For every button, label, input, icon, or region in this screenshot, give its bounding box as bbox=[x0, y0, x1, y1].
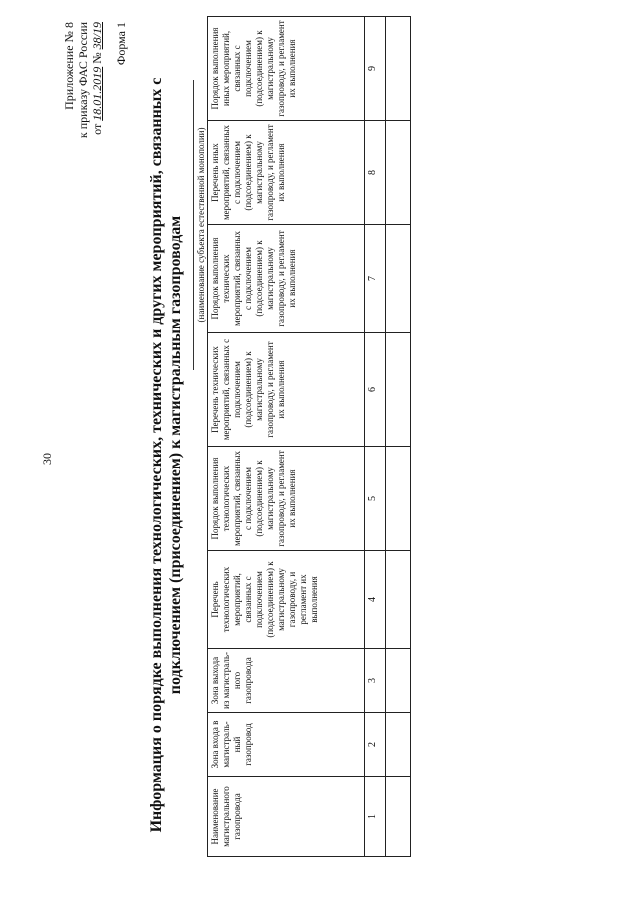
empty-cell bbox=[386, 777, 411, 857]
form-label: Форма 1 bbox=[114, 22, 128, 66]
column-number: 1 bbox=[365, 777, 386, 857]
empty-data-row bbox=[386, 17, 411, 857]
order-date: 18.01.2019 bbox=[90, 66, 104, 121]
header-cell: Перечень иных мероприятий, связанных с подключением (подсоединением) к магистральному газопроводу, и регламент их выполнения bbox=[208, 121, 365, 225]
header-cell: Порядок выполнения технологических мероприятий, связанных с подключением (подсоединением) к магистральному газопроводу, и регламент их выполнения bbox=[208, 447, 365, 551]
document-title-line-2: подключением (присоединением) к магистральным газопроводам bbox=[167, 215, 184, 695]
column-number: 4 bbox=[365, 551, 386, 649]
empty-cell bbox=[386, 225, 411, 333]
header-cell: Порядок выполнения иных мероприятий, связанных с подключением (подсоединением) к магистральному газопроводу, и регламент их выполнения bbox=[208, 17, 365, 121]
header-cell: Порядок выполнения технических мероприятий, связанных с подключением (подсоединением) к магистральному газопроводу, и регламент их выполнения bbox=[208, 225, 365, 333]
column-number: 2 bbox=[365, 713, 386, 777]
empty-cell bbox=[386, 447, 411, 551]
order-number: 38/19 bbox=[90, 22, 104, 50]
appendix-block bbox=[62, 22, 104, 138]
header-row bbox=[208, 17, 365, 857]
column-number: 6 bbox=[365, 333, 386, 447]
appendix-line-2: к приказу ФАС России bbox=[76, 22, 90, 139]
column-number: 9 bbox=[365, 17, 386, 121]
subject-caption: (наименование субъекта естественной монополии) bbox=[196, 127, 206, 323]
page-number: 30 bbox=[40, 453, 54, 465]
empty-cell bbox=[386, 17, 411, 121]
date-prefix: от bbox=[90, 123, 104, 135]
appendix-line-1: Приложение № 8 bbox=[62, 22, 76, 110]
column-number: 3 bbox=[365, 649, 386, 713]
empty-cell bbox=[386, 121, 411, 225]
column-number: 8 bbox=[365, 121, 386, 225]
header-cell: Перечень технологических мероприятий, связанных с подключением (подсоединением) к магистральному газопроводу, и регламент их выполнения bbox=[208, 551, 365, 649]
empty-cell bbox=[386, 713, 411, 777]
subject-underline bbox=[193, 80, 194, 370]
column-number-row bbox=[365, 17, 386, 857]
empty-cell bbox=[386, 649, 411, 713]
form-table bbox=[207, 16, 411, 857]
empty-cell bbox=[386, 333, 411, 447]
header-cell: Зона входа в магистраль-ный газопровод bbox=[208, 713, 365, 777]
column-number: 7 bbox=[365, 225, 386, 333]
header-cell: Перечень технических мероприятий, связанных с подключением (подсоединением) к магистральному газопроводу, и регламент их выполнения bbox=[208, 333, 365, 447]
header-cell: Зона выхода из магистраль-ного газопровода bbox=[208, 649, 365, 713]
document-title-line-1: Информация о порядке выполнения технологических, технических и других мероприятий, связанных с bbox=[148, 77, 165, 833]
header-cell: Наименование магистрального газопровода bbox=[208, 777, 365, 857]
appendix-line-3 bbox=[90, 22, 104, 138]
column-number: 5 bbox=[365, 447, 386, 551]
number-prefix: № bbox=[90, 52, 104, 64]
empty-cell bbox=[386, 551, 411, 649]
